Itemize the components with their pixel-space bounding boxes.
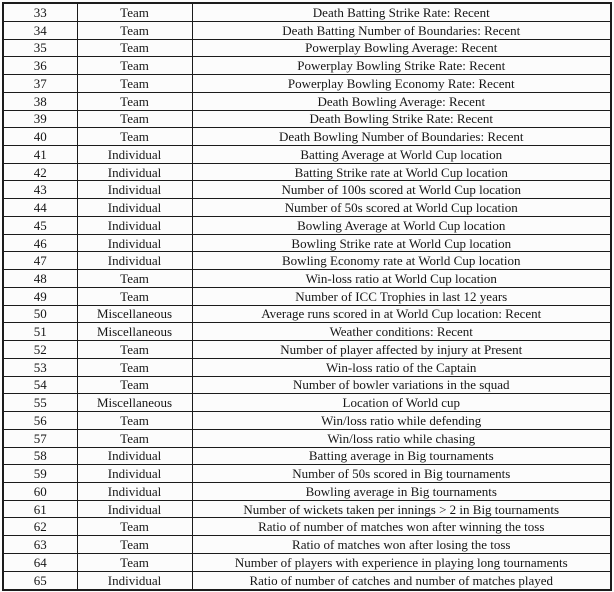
cell-feature: Number of 50s scored in Big tournaments — [192, 465, 611, 483]
table-row — [3, 518, 611, 536]
cell-category: Individual — [77, 447, 192, 465]
cell-category: Team — [77, 92, 192, 110]
cell-number: 47 — [3, 252, 77, 270]
cell-feature: Ratio of number of catches and number of matches played — [192, 571, 611, 590]
cell-number: 41 — [3, 146, 77, 164]
cell-feature: Weather conditions: Recent — [192, 323, 611, 341]
cell-category: Miscellaneous — [77, 305, 192, 323]
cell-number: 35 — [3, 39, 77, 57]
cell-number: 40 — [3, 128, 77, 146]
table-row — [3, 305, 611, 323]
cell-category: Team — [77, 39, 192, 57]
table-row — [3, 163, 611, 181]
cell-number: 49 — [3, 287, 77, 305]
cell-category: Miscellaneous — [77, 323, 192, 341]
cell-number: 53 — [3, 358, 77, 376]
cell-number: 56 — [3, 412, 77, 430]
table-row — [3, 128, 611, 146]
cell-number: 43 — [3, 181, 77, 199]
cell-number: 63 — [3, 536, 77, 554]
cell-category: Team — [77, 341, 192, 359]
table-row — [3, 341, 611, 359]
table-row — [3, 571, 611, 590]
cell-feature: Number of player affected by injury at Present — [192, 341, 611, 359]
cell-feature: Number of wickets taken per innings > 2 in Big tournaments — [192, 500, 611, 518]
cell-category: Team — [77, 128, 192, 146]
cell-number: 37 — [3, 75, 77, 93]
cell-number: 39 — [3, 110, 77, 128]
cell-category: Individual — [77, 500, 192, 518]
table-row — [3, 234, 611, 252]
cell-number: 59 — [3, 465, 77, 483]
cell-number: 33 — [3, 3, 77, 21]
table-row — [3, 358, 611, 376]
cell-category: Team — [77, 553, 192, 571]
table-row — [3, 553, 611, 571]
cell-feature: Death Bowling Strike Rate: Recent — [192, 110, 611, 128]
cell-number: 51 — [3, 323, 77, 341]
table-row — [3, 465, 611, 483]
cell-feature: Bowling Average at World Cup location — [192, 216, 611, 234]
cell-category: Individual — [77, 216, 192, 234]
cell-number: 62 — [3, 518, 77, 536]
cell-feature: Number of ICC Trophies in last 12 years — [192, 287, 611, 305]
cell-feature: Powerplay Bowling Strike Rate: Recent — [192, 57, 611, 75]
cell-feature: Win/loss ratio while chasing — [192, 429, 611, 447]
cell-category: Team — [77, 75, 192, 93]
table-row — [3, 500, 611, 518]
cell-feature: Number of players with experience in playing long tournaments — [192, 553, 611, 571]
cell-category: Individual — [77, 181, 192, 199]
cell-category: Individual — [77, 234, 192, 252]
table-row — [3, 39, 611, 57]
cell-feature: Win-loss ratio at World Cup location — [192, 270, 611, 288]
table-row — [3, 57, 611, 75]
cell-number: 60 — [3, 482, 77, 500]
cell-category: Individual — [77, 465, 192, 483]
cell-number: 64 — [3, 553, 77, 571]
table-row — [3, 447, 611, 465]
table-row — [3, 146, 611, 164]
cell-category: Miscellaneous — [77, 394, 192, 412]
cell-category: Individual — [77, 571, 192, 590]
cell-category: Individual — [77, 146, 192, 164]
cell-feature: Powerplay Bowling Average: Recent — [192, 39, 611, 57]
cell-feature: Death Bowling Average: Recent — [192, 92, 611, 110]
table-row — [3, 429, 611, 447]
cell-number: 57 — [3, 429, 77, 447]
table-row — [3, 287, 611, 305]
cell-number: 34 — [3, 21, 77, 39]
cell-number: 61 — [3, 500, 77, 518]
table-row — [3, 199, 611, 217]
cell-feature: Death Bowling Number of Boundaries: Recent — [192, 128, 611, 146]
cell-category: Team — [77, 270, 192, 288]
cell-number: 42 — [3, 163, 77, 181]
table-row — [3, 75, 611, 93]
cell-category: Team — [77, 536, 192, 554]
cell-feature: Powerplay Bowling Economy Rate: Recent — [192, 75, 611, 93]
cell-number: 38 — [3, 92, 77, 110]
table-row — [3, 21, 611, 39]
cell-number: 65 — [3, 571, 77, 590]
table-row — [3, 252, 611, 270]
cell-number: 45 — [3, 216, 77, 234]
cell-category: Individual — [77, 199, 192, 217]
table-row — [3, 181, 611, 199]
cell-category: Team — [77, 287, 192, 305]
cell-number: 52 — [3, 341, 77, 359]
cell-category: Team — [77, 110, 192, 128]
cell-category: Team — [77, 21, 192, 39]
cell-category: Team — [77, 376, 192, 394]
cell-feature: Ratio of number of matches won after winning the toss — [192, 518, 611, 536]
cell-feature: Number of 50s scored at World Cup location — [192, 199, 611, 217]
cell-feature: Bowling Strike rate at World Cup location — [192, 234, 611, 252]
table-row — [3, 482, 611, 500]
feature-criteria-table — [2, 2, 612, 591]
cell-number: 46 — [3, 234, 77, 252]
cell-feature: Batting Strike rate at World Cup location — [192, 163, 611, 181]
table-row — [3, 216, 611, 234]
table-row — [3, 3, 611, 21]
cell-feature: Bowling average in Big tournaments — [192, 482, 611, 500]
cell-feature: Batting average in Big tournaments — [192, 447, 611, 465]
cell-number: 58 — [3, 447, 77, 465]
cell-category: Individual — [77, 252, 192, 270]
cell-feature: Ratio of matches won after losing the toss — [192, 536, 611, 554]
table-row — [3, 110, 611, 128]
cell-number: 44 — [3, 199, 77, 217]
table-row — [3, 536, 611, 554]
cell-category: Team — [77, 3, 192, 21]
cell-category: Team — [77, 57, 192, 75]
cell-number: 36 — [3, 57, 77, 75]
cell-feature: Win/loss ratio while defending — [192, 412, 611, 430]
cell-feature: Average runs scored in at World Cup location: Recent — [192, 305, 611, 323]
cell-category: Team — [77, 429, 192, 447]
cell-number: 55 — [3, 394, 77, 412]
cell-feature: Bowling Economy rate at World Cup location — [192, 252, 611, 270]
cell-number: 50 — [3, 305, 77, 323]
cell-feature: Win-loss ratio of the Captain — [192, 358, 611, 376]
cell-feature: Location of World cup — [192, 394, 611, 412]
cell-category: Team — [77, 518, 192, 536]
cell-feature: Number of bowler variations in the squad — [192, 376, 611, 394]
cell-number: 54 — [3, 376, 77, 394]
cell-feature: Number of 100s scored at World Cup location — [192, 181, 611, 199]
cell-category: Individual — [77, 163, 192, 181]
cell-feature: Death Batting Number of Boundaries: Recent — [192, 21, 611, 39]
cell-category: Individual — [77, 482, 192, 500]
feature-table-body — [3, 3, 611, 590]
table-row — [3, 270, 611, 288]
table-row — [3, 412, 611, 430]
cell-category: Team — [77, 412, 192, 430]
cell-feature: Batting Average at World Cup location — [192, 146, 611, 164]
table-row — [3, 394, 611, 412]
table-row — [3, 323, 611, 341]
table-row — [3, 92, 611, 110]
cell-number: 48 — [3, 270, 77, 288]
cell-category: Team — [77, 358, 192, 376]
cell-feature: Death Batting Strike Rate: Recent — [192, 3, 611, 21]
table-row — [3, 376, 611, 394]
